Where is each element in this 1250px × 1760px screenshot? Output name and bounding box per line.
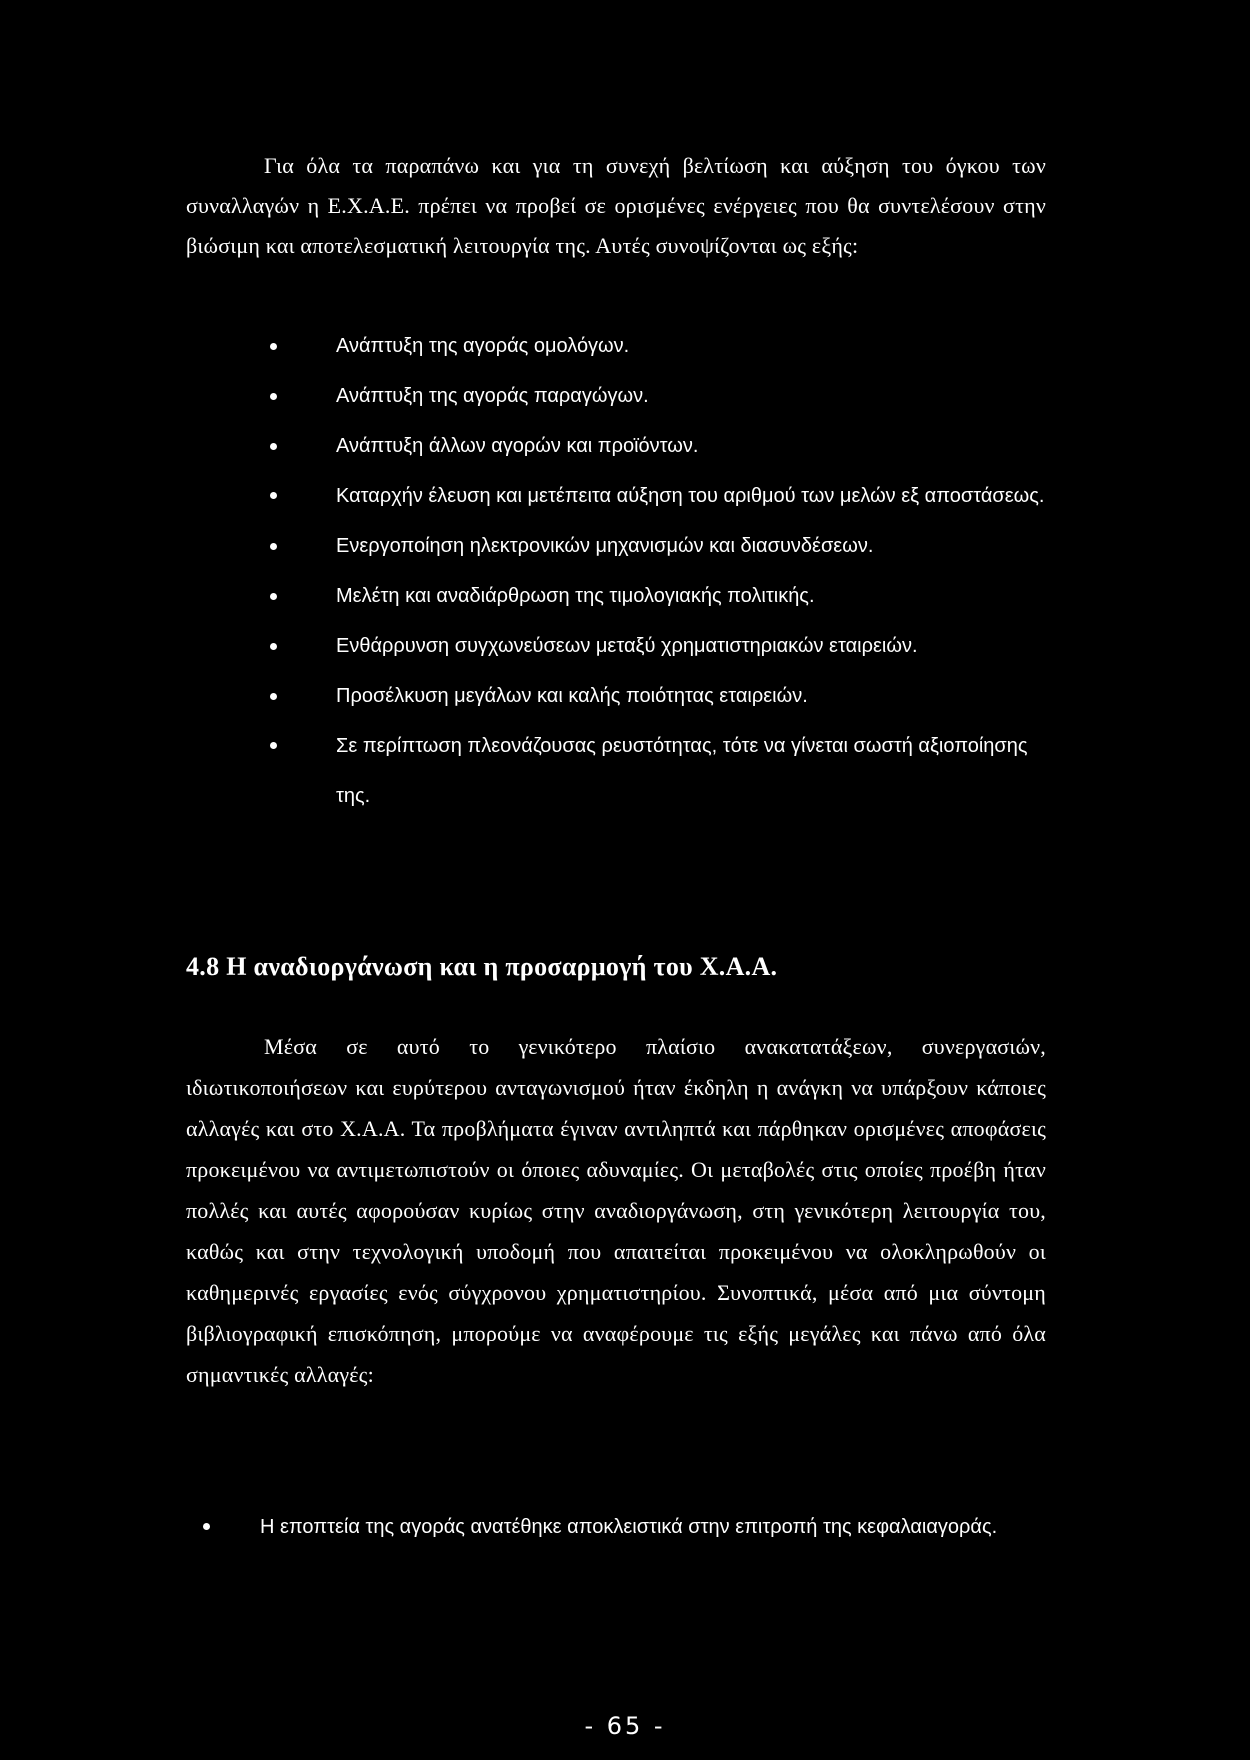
list-item-text: Η εποπτεία της αγοράς ανατέθηκε αποκλειστικά στην επιτροπή της κεφαλαιαγοράς. <box>260 1516 998 1538</box>
list-item <box>270 581 1046 611</box>
list-item-text: Καταρχήν έλευση και μετέπειτα αύξηση του αριθμού των μελών εξ αποστάσεως. <box>336 485 1045 507</box>
page-number: - 65 - <box>584 1712 666 1740</box>
list-item <box>270 681 1046 711</box>
list-item <box>270 631 1046 661</box>
section-body-paragraph: Μέσα σε αυτό το γενικότερο πλαίσιο ανακατατάξεων, συνεργασιών, ιδιωτικοποιήσεων και ευρύτερου ανταγωνισμού ήταν έκδηλη η ανάγκη να υπάρξουν κάποιες αλλαγές και στο Χ.Α.Α. Τα προβλήματα έγιναν αντιληπτά και πάρθηκαν ορισμένες αποφάσεις προκειμένου να αντιμετωπιστούν οι όποιες αδυναμίες. Οι μεταβολές στις οποίες προέβη ήταν πολλές και αυτές αφορούσαν κυρίως στην αναδιοργάνωση, στη γενικότερη λειτουργία του, καθώς και στην τεχνολογική υποδομή που απαιτείται προκειμένου να ολοκληρωθούν οι καθημερινές εργασίες ενός σύγχρονου χρηματιστηρίου. Συνοπτικά, μέσα από μια σύντομη βιβλιογραφική επισκόπηση, μπορούμε να αναφέρουμε τις εξής μεγάλες και πάνω από όλα σημαντικές αλλαγές: <box>186 1034 1046 1387</box>
bullet-icon <box>270 693 277 700</box>
bullet-icon <box>203 1523 210 1530</box>
list-item-text: Μελέτη και αναδιάρθρωση της τιμολογιακής πολιτικής. <box>336 585 815 607</box>
list-item <box>270 471 1046 521</box>
section-heading: 4.8 Η αναδιοργάνωση και η προσαρμογή του Χ.Α.Α. <box>186 952 778 981</box>
bullet-icon <box>270 393 277 400</box>
bullet-icon <box>270 643 277 650</box>
actions-bullet-list <box>270 331 1046 831</box>
list-item <box>186 1502 1046 1552</box>
list-item <box>270 721 1046 821</box>
list-item-text: Σε περίπτωση πλεονάζουσας ρευστότητας, τότε να γίνεται σωστή αξιοποίησης της. <box>336 735 1028 807</box>
bullet-icon <box>270 492 277 499</box>
list-item <box>270 531 1046 561</box>
bullet-icon <box>270 593 277 600</box>
list-item-text: Ενεργοποίηση ηλεκτρονικών μηχανισμών και διασυνδέσεων. <box>336 535 874 557</box>
list-item-text: Προσέλκυση μεγάλων και καλής ποιότητας εταιρειών. <box>336 685 808 707</box>
bullet-icon <box>270 443 277 450</box>
list-item <box>270 381 1046 411</box>
list-item-text: Ανάπτυξη της αγοράς ομολόγων. <box>336 335 630 357</box>
bullet-icon <box>270 742 277 749</box>
list-item-text: Ανάπτυξη άλλων αγορών και προϊόντων. <box>336 435 699 457</box>
list-item <box>270 331 1046 361</box>
list-item-text: Ανάπτυξη της αγοράς παραγώγων. <box>336 385 649 407</box>
bullet-icon <box>270 543 277 550</box>
changes-bullet-list <box>186 1502 1046 1552</box>
list-item-text: Ενθάρρυνση συγχωνεύσεων μεταξύ χρηματιστηριακών εταιρειών. <box>336 635 918 657</box>
intro-paragraph: Για όλα τα παραπάνω και για τη συνεχή βελτίωση και αύξηση του όγκου των συναλλαγών η Ε.Χ.Α.Ε. πρέπει να προβεί σε ορισμένες ενέργειες που θα συντελέσουν στην βιώσιμη και αποτελεσματική λειτουργία της. Αυτές συνοψίζονται ως εξής: <box>186 153 1046 258</box>
list-item <box>270 431 1046 461</box>
bullet-icon <box>270 343 277 350</box>
